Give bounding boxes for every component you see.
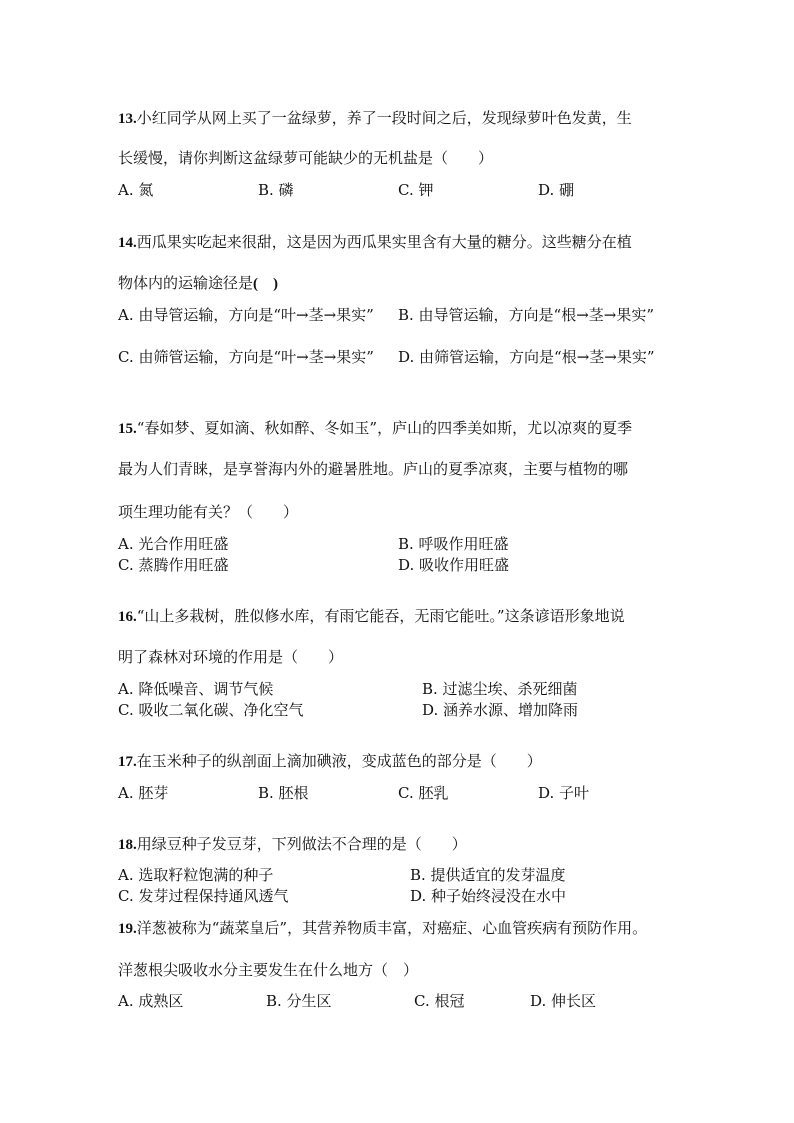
option-a: A. 光合作用旺盛 [118, 535, 229, 553]
question-13-line-2: 长缓慢，请你判断这盆绿萝可能缺少的无机盐是（ ） [118, 149, 494, 167]
question-number: 13. [118, 111, 137, 127]
question-number: 16. [118, 609, 137, 625]
option-c: C. 发芽过程保持通风透气 [118, 887, 289, 905]
option-d: D. 由筛管运输，方向是“根→茎→果实” [398, 348, 655, 366]
option-d: D. 种子始终浸没在水中 [410, 887, 567, 905]
option-a: A. 降低噪音、调节气候 [118, 680, 274, 698]
question-15-line-3: 项生理功能有关？（ ） [118, 503, 299, 521]
option-d: D. 硼 [538, 181, 575, 199]
question-13-line-1: 13.小红同学从网上买了一盆绿萝，养了一段时间之后，发现绿萝叶色发黄，生 [118, 109, 632, 127]
question-17-line-1: 17.在玉米种子的纵剖面上滴加碘液，变成蓝色的部分是（ ） [118, 752, 542, 770]
option-a: A. 由导管运输，方向是“叶→茎→果实” [118, 306, 374, 324]
question-15-line-1: 15.“春如梦、夏如滴、秋如醉、冬如玉”，庐山的四季美如斯，尤以凉爽的夏季 [118, 419, 633, 437]
option-b: B. 胚根 [258, 784, 309, 802]
option-c: C. 吸收二氧化碳、净化空气 [118, 701, 304, 719]
question-18-line-1: 18.用绿豆种子发豆芽，下列做法不合理的是（ ） [118, 835, 467, 853]
option-c: C. 根冠 [414, 992, 465, 1010]
question-14-line-2: 物体内的运输途径是( ) [118, 274, 279, 292]
question-14-line-1: 14.西瓜果实吃起来很甜，这是因为西瓜果实里含有大量的糖分。这些糖分在植 [118, 233, 632, 251]
option-a: A. 氮 [118, 181, 154, 199]
answer-bracket: ( ) [253, 276, 279, 292]
option-a: A. 胚芽 [118, 784, 169, 802]
option-d: D. 伸长区 [530, 992, 597, 1010]
question-19-line-2: 洋葱根尖吸收水分主要发生在什么地方（ ） [118, 961, 419, 979]
question-16-line-1: 16.“山上多栽树，胜似修水库，有雨它能吞，无雨它能吐。”这条谚语形象地说 [118, 607, 625, 625]
question-15-line-2: 最为人们青睐，是享誉海内外的避暑胜地。庐山的夏季凉爽，主要与植物的哪 [118, 460, 629, 478]
option-c: C. 胚乳 [398, 784, 449, 802]
question-number: 19. [118, 921, 137, 937]
option-c: C. 蒸腾作用旺盛 [118, 556, 229, 574]
question-19-line-1: 19.洋葱被称为“蔬菜皇后”，其营养物质丰富，对癌症、心血管疾病有预防作用。 [118, 919, 648, 937]
option-c: C. 钾 [398, 181, 434, 199]
option-d: D. 吸收作用旺盛 [398, 556, 510, 574]
option-d: D. 涵养水源、增加降雨 [422, 701, 579, 719]
option-a: A. 成熟区 [118, 992, 184, 1010]
option-b: B. 过滤尘埃、杀死细菌 [422, 680, 578, 698]
option-c: C. 由筛管运输，方向是“叶→茎→果实” [118, 348, 374, 366]
question-number: 17. [118, 754, 137, 770]
question-number: 18. [118, 837, 137, 853]
question-16-line-2: 明了森林对环境的作用是（ ） [118, 648, 344, 666]
option-b: B. 磷 [258, 181, 294, 199]
option-b: B. 提供适宜的发芽温度 [410, 866, 566, 884]
option-a: A. 选取籽粒饱满的种子 [118, 866, 274, 884]
question-number: 15. [118, 421, 137, 437]
option-d: D. 子叶 [538, 784, 590, 802]
option-b: B. 由导管运输，方向是“根→茎→果实” [398, 306, 655, 324]
question-number: 14. [118, 235, 137, 251]
option-b: B. 呼吸作用旺盛 [398, 535, 509, 553]
option-b: B. 分生区 [266, 992, 332, 1010]
